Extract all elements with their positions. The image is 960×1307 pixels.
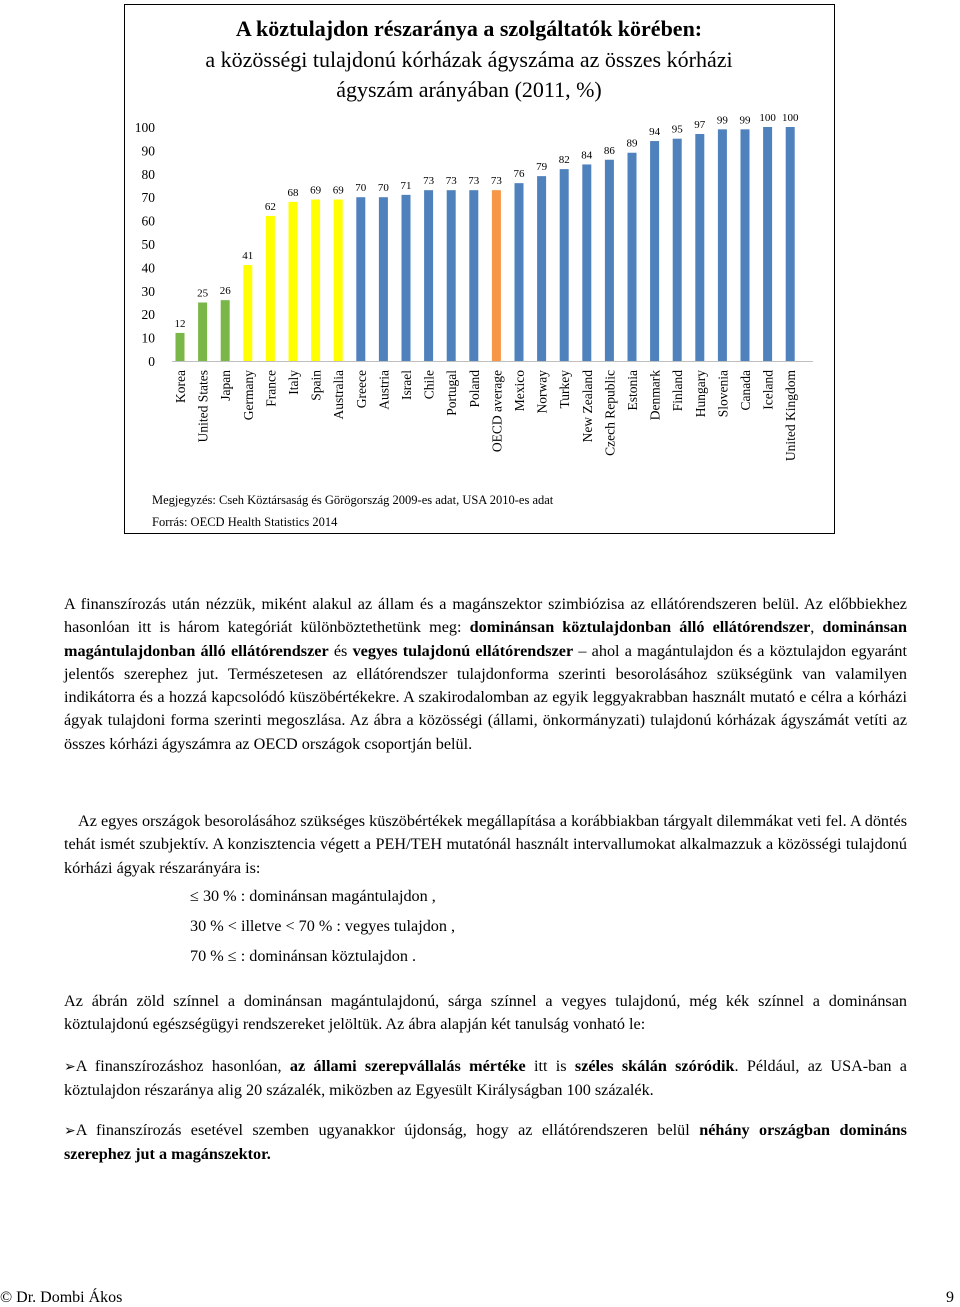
x-tick-label: Italy [286,370,301,395]
x-tick-label: Canada [738,370,753,411]
data-label: 86 [603,144,615,157]
p1-bold-1: dominánsan köztulajdonban álló ellátórendszer [469,618,811,637]
arrow-bullet-icon: ➢ [64,1123,76,1139]
x-tick-label: Australia [331,370,347,420]
chart-note: Megjegyzés: Cseh Köztársaság és Görögország 2009-es adat, USA 2010-es adat [152,493,554,507]
formula-3-value: 70 % [190,947,228,965]
bar-united-kingdom [786,127,795,361]
bar-portugal [447,190,456,361]
x-tick-label: Greece [353,370,369,409]
x-tick-label: Germany [240,370,256,421]
bar-chart [125,5,833,532]
x-tick-label: Spain [308,370,324,401]
data-label: 82 [558,154,570,167]
y-tick-label: 60 [141,213,155,229]
bullet-2-text-a: A finanszírozás esetével szemben ugyanakkor újdonság, hogy az ellátórendszeren belül [75,1121,700,1139]
paragraph-2: Az egyes országok besorolásához szükséges küszöbértékek megállapítása a korábbiakban tárgyalt dilemmákat veti fel. A döntés tehát ismét szubjektív. A konzisztencia végett a PEH/TEH mutatónál használt intervallumokat alkalmazzuk a közösségi tulajdonú kórházi ágyak részarányára is: [64,812,907,877]
data-label: 12 [174,317,186,330]
bar-turkey [560,169,569,361]
x-tick-label: France [263,370,279,407]
data-label: 73 [423,175,435,188]
data-label: 100 [759,112,776,124]
bar-korea [176,333,185,361]
data-label: 84 [581,149,593,162]
p1-text-c1: , [810,618,823,637]
bar-poland [469,190,478,361]
x-tick-label: United Kingdom [783,370,799,462]
y-tick-label: 40 [141,260,155,276]
bullet-2-bold: néhány országban domináns szerephez jut a magánszektor. [64,1121,907,1164]
bar-canada [741,129,750,361]
bar-germany [243,265,252,361]
y-tick-label: 100 [134,120,155,135]
chart-source: Forrás: OECD Health Statistics 2014 [152,515,338,529]
x-tick-label: Iceland [760,370,776,410]
bar-mexico [515,183,524,361]
x-tick-label: Austria [376,370,392,410]
bar-greece [356,197,365,361]
bar-france [266,216,275,361]
x-tick-label: OECD average [489,370,505,453]
data-label: 99 [739,114,751,127]
x-tick-label: Mexico [512,370,527,412]
data-label: 70 [377,182,389,195]
arrow-bullet-icon: ➢ [64,1059,76,1075]
x-tick-label: Japan [218,370,234,401]
bar-spain [311,200,320,361]
paragraph-3: Az ábrán zöld színnel a dominánsan magántulajdonú, sárga színnel a vegyes tulajdonú, még kék színnel a dominánsan köztulajdonú egészségügyi rendszereket jelöltük. Az ábra alapján két tanulság vonható le: [64,992,907,1034]
page-number: 9 [946,1289,954,1306]
bullet-1-text-a: A finanszírozáshoz hasonlóan, [75,1057,290,1075]
bullet-1-bold-2: széles skálán szóródik [574,1057,735,1075]
y-tick-label: 10 [141,330,155,346]
bullet-1-text-c: itt is [525,1057,575,1075]
y-tick-label: 30 [141,283,155,299]
formula-line-3 [190,947,416,966]
bar-austria [379,197,388,361]
bar-czech-republic [605,160,614,361]
bar-australia [334,200,343,361]
bar-chile [424,190,433,361]
data-label: 26 [219,285,231,298]
bar-new-zealand [582,164,591,361]
bullet-2 [64,1119,907,1167]
data-label: 97 [694,119,706,132]
bullet-1 [64,1055,907,1103]
bar-finland [673,139,682,361]
bar-hungary [695,134,704,361]
chart-title-line-3: ágyszám arányában (2011, %) [336,77,602,102]
bullet-1-bold-1: az állami szerepvállalás mértéke [289,1057,526,1075]
bar-denmark [650,141,659,361]
p1-text-a: A finanszírozás után nézzük, miként alakul az állam és a magánszektor szimbiózisa az ellátórendszeren belül. Az előbbiekhez hasonlóan itt is három kategóriát különböztethetünk meg: [64,595,907,637]
x-tick-label: Estonia [625,370,640,411]
p1-bold-3: vegyes tulajdonú ellátórendszer [352,641,574,660]
data-label: 89 [626,137,638,150]
bar-united-states [198,303,207,362]
x-tick-label: Chile [421,370,437,400]
data-label: 76 [513,168,525,181]
p1-text-c2: és [328,641,353,660]
x-tick-label: Hungary [692,370,708,418]
x-tick-label: New Zealand [579,370,595,443]
formula-line-1 [190,887,436,906]
x-tick-label: Poland [466,370,482,408]
data-label: 41 [242,250,254,263]
y-tick-label: 50 [141,237,155,252]
y-tick-label: 0 [148,354,155,369]
formula-1-text: 30 % : dominánsan magántulajdon , [198,887,436,905]
x-tick-label: Denmark [647,370,663,421]
data-label: 25 [197,287,209,300]
x-tick-label: Norway [534,370,550,414]
bar-israel [402,195,411,361]
data-label: 73 [445,175,457,188]
data-label: 100 [781,112,799,124]
data-label: 68 [287,186,299,199]
data-label: 95 [671,123,683,136]
formula-line-2: 30 % < illetve < 70 % : vegyes tulajdon , [190,917,456,935]
leq-icon: ≤ [227,947,237,965]
data-label: 73 [490,175,502,188]
bar-estonia [628,153,637,361]
x-tick-label: Korea [173,370,188,403]
bar-italy [289,202,298,361]
bar-japan [221,300,230,361]
formula-3-text: : dominánsan köztulajdon . [236,947,417,965]
bullet-1-text-d: . Például, az USA-ban a köztulajdon részaránya alig 20 százalék, miközben az Egyesült Királyságban 100 százalék. [64,1057,907,1100]
data-label: 62 [264,200,276,213]
y-tick-label: 80 [141,166,155,182]
data-label: 73 [468,175,480,188]
leq-icon: ≤ [190,887,199,905]
x-tick-label: Slovenia [715,370,731,418]
x-tick-label: Finland [670,370,686,412]
paragraph-1 [64,593,907,756]
data-label: 99 [716,114,728,127]
p1-bold-2: dominánsan magántulajdonban álló ellátórendszer [64,618,907,660]
data-label: 94 [649,126,661,139]
footer-author: © Dr. Dombi Ákos [0,1289,123,1306]
y-tick-label: 70 [141,190,155,206]
y-tick-label: 90 [141,143,155,159]
p1-text-d: – ahol a magántulajdon és a köztulajdon egyaránt jelentős szerephez jut. Természetesen az ellátórendszer tulajdonforma szerinti besorolásához szükségünk van valamilyen indikátorra és a hozzá kapcsolódó küszöbértékekre. A szakirodalomban az egyik leggyakrabban használt mutató e célra a kórházi ágyak tulajdoni forma szerinti megoszlása. Az ábra a közösségi (állami, önkormányzati) tulajdonú kórházak ágyszámát vetíti az összes kórházi ágyszámra az OECD országok csoportján belül. [64,641,908,753]
bars [176,127,795,361]
bar-oecd-average [492,190,501,361]
chart-title-line-1: A köztulajdon részaránya a szolgáltatók körében: [235,16,703,41]
x-tick-label: United States [195,370,211,443]
chart-frame [124,4,835,534]
bar-iceland [763,127,772,361]
x-tick-label: Czech Republic [602,370,618,456]
data-label: 69 [332,184,344,197]
x-tick-label: Turkey [557,370,573,409]
x-tick-label: Portugal [444,370,460,416]
data-label: 69 [310,184,322,197]
y-tick-label: 20 [141,307,155,323]
x-tick-label: Israel [399,370,414,400]
bar-norway [537,176,546,361]
data-label: 71 [400,179,412,192]
bar-slovenia [718,129,727,361]
x-axis-labels [173,370,798,462]
chart-title-line-2: a közösségi tulajdonú kórházak ágyszáma az összes kórházi [205,47,733,72]
data-label: 70 [355,182,367,195]
data-label: 79 [536,161,548,174]
